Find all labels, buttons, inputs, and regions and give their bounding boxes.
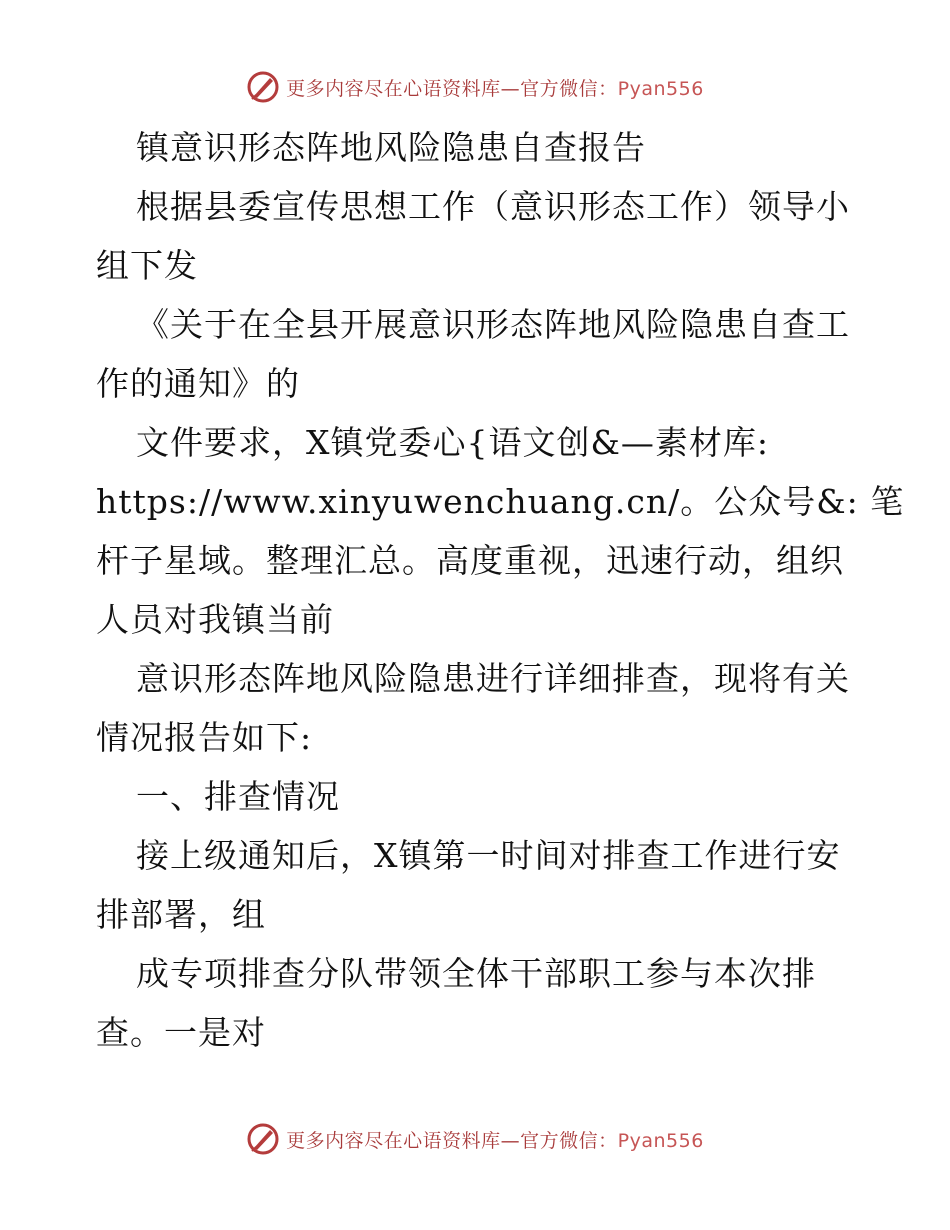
header-banner-text xyxy=(286,74,704,101)
section-heading: 一、排查情况 xyxy=(136,777,340,816)
paragraph-line: 《关于在全县开展意识形态阵地风险隐患自查工 xyxy=(136,305,850,344)
paragraph-line: https://www.xinyuwenchuang.cn/。公众号&: 笔 xyxy=(96,482,905,521)
paragraph-line: 杆子星域。整理汇总。高度重视，迅速行动，组织 xyxy=(96,541,844,580)
paragraph-line: 排部署，组 xyxy=(96,895,266,934)
paragraph-line: 组下发 xyxy=(96,246,198,285)
paragraph-line: 作的通知》的 xyxy=(96,364,300,403)
footer-banner xyxy=(0,1122,950,1156)
footer-banner-handle: Pyan556 xyxy=(617,1129,704,1152)
paragraph-line: 接上级通知后，X镇第一时间对排查工作进行安 xyxy=(136,836,841,875)
paragraph-line: 查。一是对 xyxy=(96,1013,266,1052)
paragraph-line: 成专项排查分队带领全体干部职工参与本次排 xyxy=(136,954,816,993)
footer-banner-label: 更多内容尽在心语资料库—官方微信： xyxy=(286,1129,618,1152)
document-title: 镇意识形态阵地风险隐患自查报告 xyxy=(136,128,646,167)
header-banner xyxy=(0,70,950,104)
quill-logo-icon xyxy=(246,70,280,104)
paragraph-line: 根据县委宣传思想工作（意识形态工作）领导小 xyxy=(136,187,850,226)
header-banner-handle: Pyan556 xyxy=(617,77,704,100)
document-body xyxy=(96,118,905,1062)
paragraph-line: 情况报告如下: xyxy=(96,718,313,757)
paragraph-line: 意识形态阵地风险隐患进行详细排查，现将有关 xyxy=(136,659,850,698)
header-banner-label: 更多内容尽在心语资料库—官方微信： xyxy=(286,77,618,100)
paragraph-line: 人员对我镇当前 xyxy=(96,600,334,639)
paragraph-line: 文件要求，X镇党委心{语文创&—素材库: xyxy=(136,423,769,462)
footer-banner-text xyxy=(286,1126,704,1153)
quill-logo-icon xyxy=(246,1122,280,1156)
